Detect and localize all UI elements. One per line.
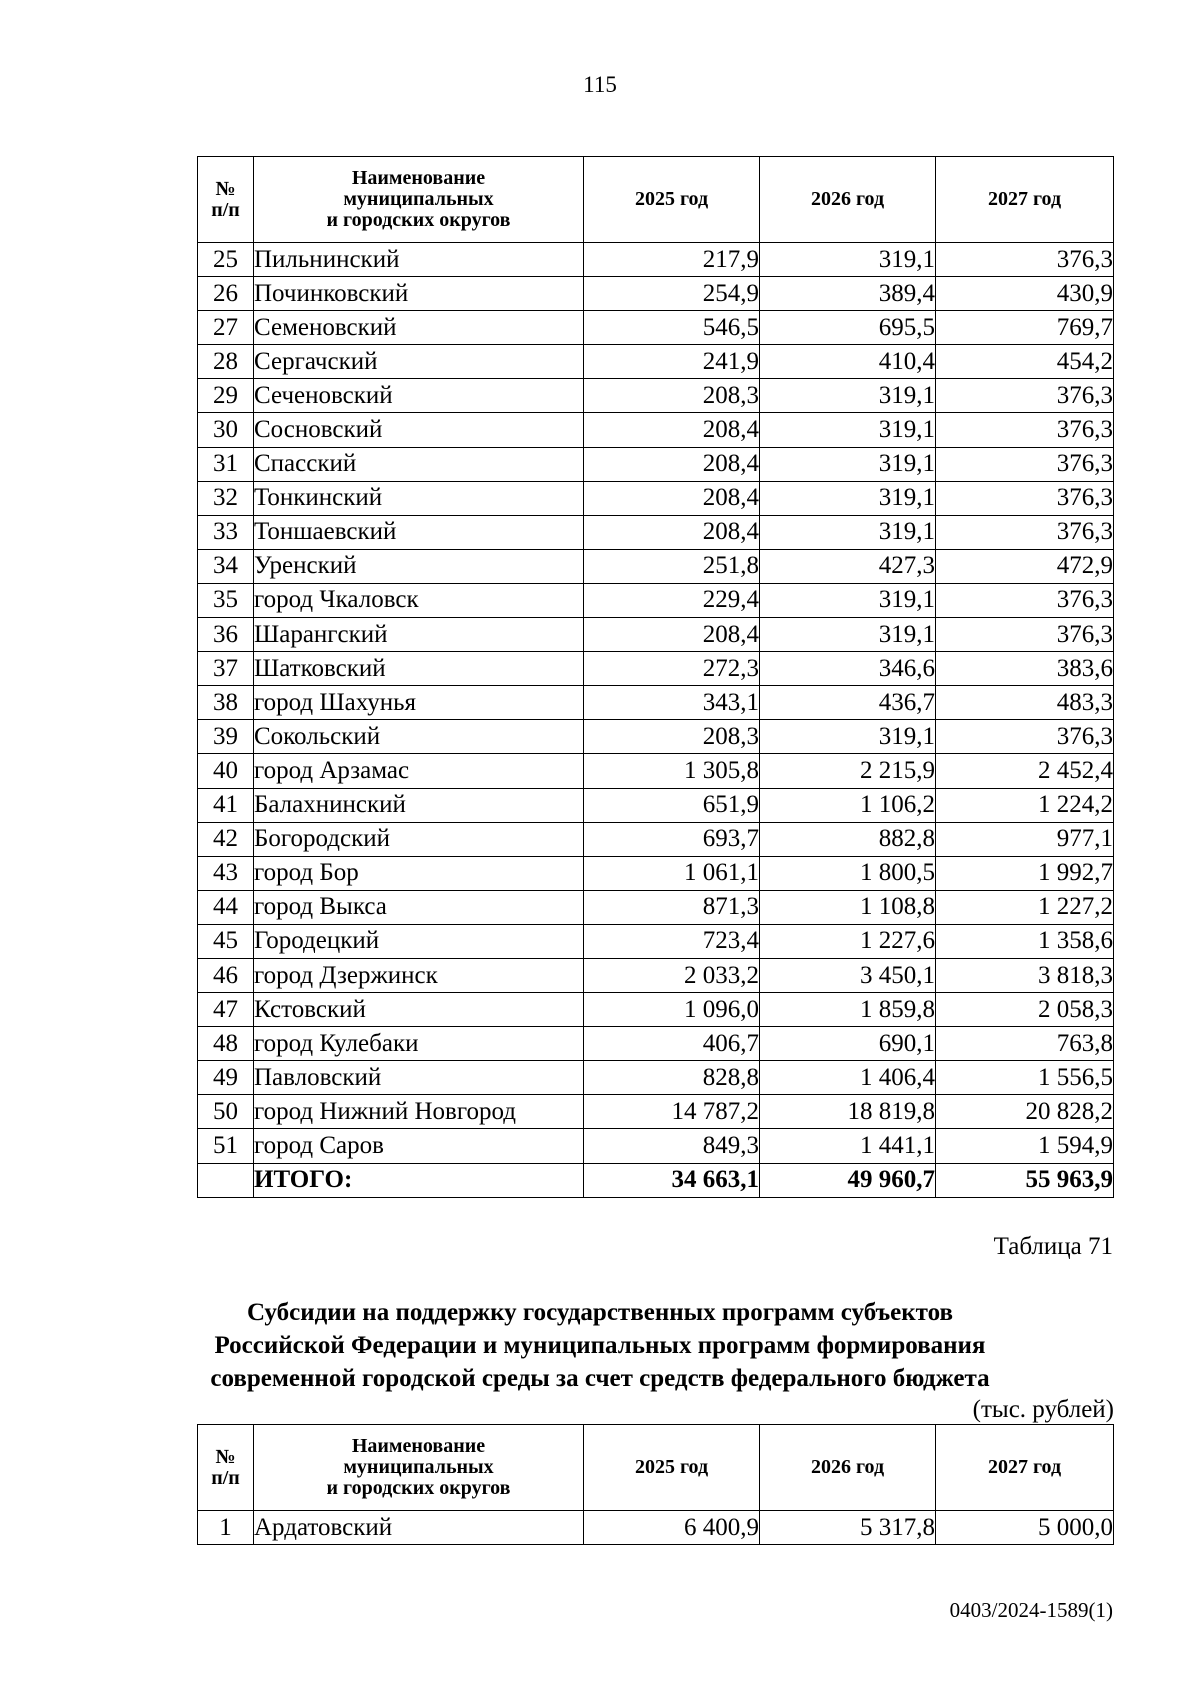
value-2026: 3 450,1 [760,958,936,992]
municipality-name: город Выкса [254,890,584,924]
municipality-name: Сосновский [254,413,584,447]
value-2027: 376,3 [936,618,1114,652]
value-2026: 319,1 [760,447,936,481]
municipality-name: Павловский [254,1061,584,1095]
table-row [198,345,1114,379]
value-2027: 483,3 [936,686,1114,720]
value-2025: 693,7 [584,822,760,856]
value-2027: 20 828,2 [936,1095,1114,1129]
municipality-name: город Саров [254,1129,584,1163]
table-row [198,686,1114,720]
value-2026: 1 800,5 [760,856,936,890]
table-row [198,958,1114,992]
value-2026: 427,3 [760,549,936,583]
municipality-name: Балахнинский [254,788,584,822]
value-2026: 882,8 [760,822,936,856]
table-title [0,1296,1200,1395]
table-row [198,788,1114,822]
units-note: (тыс. рублей) [972,1396,1114,1423]
municipality-name: Семеновский [254,311,584,345]
value-2027: 383,6 [936,652,1114,686]
table-row [198,1129,1114,1163]
value-2025: 1 096,0 [584,993,760,1027]
municipality-name: город Чкаловск [254,583,584,617]
value-2026: 319,1 [760,618,936,652]
row-number: 45 [198,924,254,958]
value-2025: 241,9 [584,345,760,379]
row-number: 30 [198,413,254,447]
row-number: 51 [198,1129,254,1163]
row-number: 49 [198,1061,254,1095]
table-header-row [198,1425,1114,1511]
value-2027: 376,3 [936,720,1114,754]
municipality-name: Сеченовский [254,379,584,413]
value-2025: 871,3 [584,890,760,924]
row-number: 37 [198,652,254,686]
table-row [198,1027,1114,1061]
municipality-name: Починковский [254,277,584,311]
municipality-name: Ардатовский [254,1511,584,1545]
row-number: 42 [198,822,254,856]
table-row [198,993,1114,1027]
value-2025: 208,4 [584,447,760,481]
value-2025: 828,8 [584,1061,760,1095]
row-number: 29 [198,379,254,413]
municipality-name: Уренский [254,549,584,583]
value-2027: 2 058,3 [936,993,1114,1027]
municipality-name: Кстовский [254,993,584,1027]
value-2026: 319,1 [760,583,936,617]
row-number: 1 [198,1511,254,1545]
value-2027: 376,3 [936,515,1114,549]
value-2026: 1 406,4 [760,1061,936,1095]
value-2025: 208,4 [584,515,760,549]
row-number: 32 [198,481,254,515]
value-2026: 319,1 [760,243,936,277]
value-2026: 695,5 [760,311,936,345]
value-2026: 1 227,6 [760,924,936,958]
table-row [198,447,1114,481]
table-row [198,720,1114,754]
value-2025: 14 787,2 [584,1095,760,1129]
value-2027: 1 358,6 [936,924,1114,958]
municipality-name: город Дзержинск [254,958,584,992]
value-2026: 319,1 [760,481,936,515]
table-body [198,243,1114,1198]
value-2025: 208,4 [584,618,760,652]
row-number: 44 [198,890,254,924]
municipality-name: Тонкинский [254,481,584,515]
table-row [198,754,1114,788]
table-row [198,618,1114,652]
value-2026: 1 859,8 [760,993,936,1027]
header-2025: 2025 год [584,157,760,243]
table-row [198,652,1114,686]
table-row [198,1061,1114,1095]
value-2027: 1 224,2 [936,788,1114,822]
value-2026: 319,1 [760,720,936,754]
row-number: 36 [198,618,254,652]
header-2025: 2025 год [584,1425,760,1511]
value-2027: 454,2 [936,345,1114,379]
municipality-name: Шатковский [254,652,584,686]
value-2027: 763,8 [936,1027,1114,1061]
table-row [198,515,1114,549]
row-number: 41 [198,788,254,822]
value-2025: 254,9 [584,277,760,311]
municipality-name: город Шахунья [254,686,584,720]
subsidy-table-continued [197,156,1114,1198]
municipality-name: Пильнинский [254,243,584,277]
value-2026: 2 215,9 [760,754,936,788]
table-row [198,277,1114,311]
table-row [198,583,1114,617]
value-2027: 376,3 [936,481,1114,515]
value-2025: 208,4 [584,481,760,515]
table-row [198,1095,1114,1129]
table-row [198,549,1114,583]
total-2026: 49 960,7 [760,1163,936,1197]
municipality-name: Спасский [254,447,584,481]
document-code: 0403/2024-1589(1) [949,1598,1113,1622]
value-2027: 977,1 [936,822,1114,856]
value-2027: 376,3 [936,243,1114,277]
table-row [198,822,1114,856]
header-name: Наименование муниципальных и городских округов [254,1425,584,1511]
value-2026: 319,1 [760,413,936,447]
row-number: 39 [198,720,254,754]
value-2025: 849,3 [584,1129,760,1163]
municipality-name: Сергачский [254,345,584,379]
header-2027: 2027 год [936,1425,1114,1511]
table-row [198,379,1114,413]
subsidy-table-71 [197,1424,1114,1545]
value-2027: 769,7 [936,311,1114,345]
value-2025: 343,1 [584,686,760,720]
value-2025: 406,7 [584,1027,760,1061]
value-2026: 410,4 [760,345,936,379]
value-2027: 472,9 [936,549,1114,583]
header-name: Наименование муниципальных и городских округов [254,157,584,243]
value-2027: 1 556,5 [936,1061,1114,1095]
row-number: 31 [198,447,254,481]
header-num: № п/п [198,157,254,243]
value-2026: 1 441,1 [760,1129,936,1163]
value-2027: 1 594,9 [936,1129,1114,1163]
row-number: 50 [198,1095,254,1129]
value-2027: 376,3 [936,447,1114,481]
table-row [198,481,1114,515]
row-number: 25 [198,243,254,277]
header-2027: 2027 год [936,157,1114,243]
value-2025: 6 400,9 [584,1511,760,1545]
row-number: 38 [198,686,254,720]
municipality-name: город Нижний Новгород [254,1095,584,1129]
row-number: 46 [198,958,254,992]
value-2025: 651,9 [584,788,760,822]
value-2026: 346,6 [760,652,936,686]
municipality-name: Городецкий [254,924,584,958]
value-2027: 376,3 [936,413,1114,447]
table-row [198,890,1114,924]
value-2026: 319,1 [760,515,936,549]
value-2025: 1 305,8 [584,754,760,788]
value-2026: 319,1 [760,379,936,413]
value-2025: 2 033,2 [584,958,760,992]
value-2027: 376,3 [936,379,1114,413]
table-label: Таблица 71 [993,1233,1113,1260]
value-2025: 251,8 [584,549,760,583]
total-empty-cell [198,1163,254,1197]
value-2025: 546,5 [584,311,760,345]
municipality-name: Тоншаевский [254,515,584,549]
table-row [198,243,1114,277]
table-row [198,1511,1114,1545]
row-number: 26 [198,277,254,311]
total-label: ИТОГО: [254,1163,584,1197]
value-2025: 272,3 [584,652,760,686]
municipality-name: Шарангский [254,618,584,652]
value-2027: 3 818,3 [936,958,1114,992]
value-2026: 18 819,8 [760,1095,936,1129]
table-row [198,311,1114,345]
row-number: 28 [198,345,254,379]
value-2027: 5 000,0 [936,1511,1114,1545]
row-number: 34 [198,549,254,583]
value-2027: 376,3 [936,583,1114,617]
table-body [198,1511,1114,1545]
total-2027: 55 963,9 [936,1163,1114,1197]
value-2025: 208,3 [584,720,760,754]
table-row [198,924,1114,958]
table-row [198,856,1114,890]
value-2026: 690,1 [760,1027,936,1061]
row-number: 27 [198,311,254,345]
row-number: 47 [198,993,254,1027]
total-2025: 34 663,1 [584,1163,760,1197]
value-2026: 389,4 [760,277,936,311]
value-2027: 2 452,4 [936,754,1114,788]
header-num: № п/п [198,1425,254,1511]
value-2025: 217,9 [584,243,760,277]
value-2026: 1 108,8 [760,890,936,924]
page-number: 115 [583,72,617,97]
municipality-name: город Арзамас [254,754,584,788]
total-row [198,1163,1114,1197]
municipality-name: Богородский [254,822,584,856]
value-2025: 723,4 [584,924,760,958]
table-title-line: Субсидии на поддержку государственных программ субъектов [247,1299,953,1326]
value-2027: 1 992,7 [936,856,1114,890]
value-2027: 1 227,2 [936,890,1114,924]
value-2025: 1 061,1 [584,856,760,890]
header-2026: 2026 год [760,1425,936,1511]
row-number: 40 [198,754,254,788]
value-2026: 436,7 [760,686,936,720]
municipality-name: город Кулебаки [254,1027,584,1061]
value-2026: 5 317,8 [760,1511,936,1545]
header-2026: 2026 год [760,157,936,243]
row-number: 43 [198,856,254,890]
table-title-line: современной городской среды за счет средств федерального бюджета [210,1365,990,1392]
value-2025: 229,4 [584,583,760,617]
row-number: 35 [198,583,254,617]
table-row [198,413,1114,447]
value-2025: 208,4 [584,413,760,447]
municipality-name: Сокольский [254,720,584,754]
table-title-line: Российской Федерации и муниципальных программ формирования [214,1332,986,1359]
municipality-name: город Бор [254,856,584,890]
row-number: 33 [198,515,254,549]
value-2027: 430,9 [936,277,1114,311]
table-header-row [198,157,1114,243]
row-number: 48 [198,1027,254,1061]
value-2026: 1 106,2 [760,788,936,822]
value-2025: 208,3 [584,379,760,413]
